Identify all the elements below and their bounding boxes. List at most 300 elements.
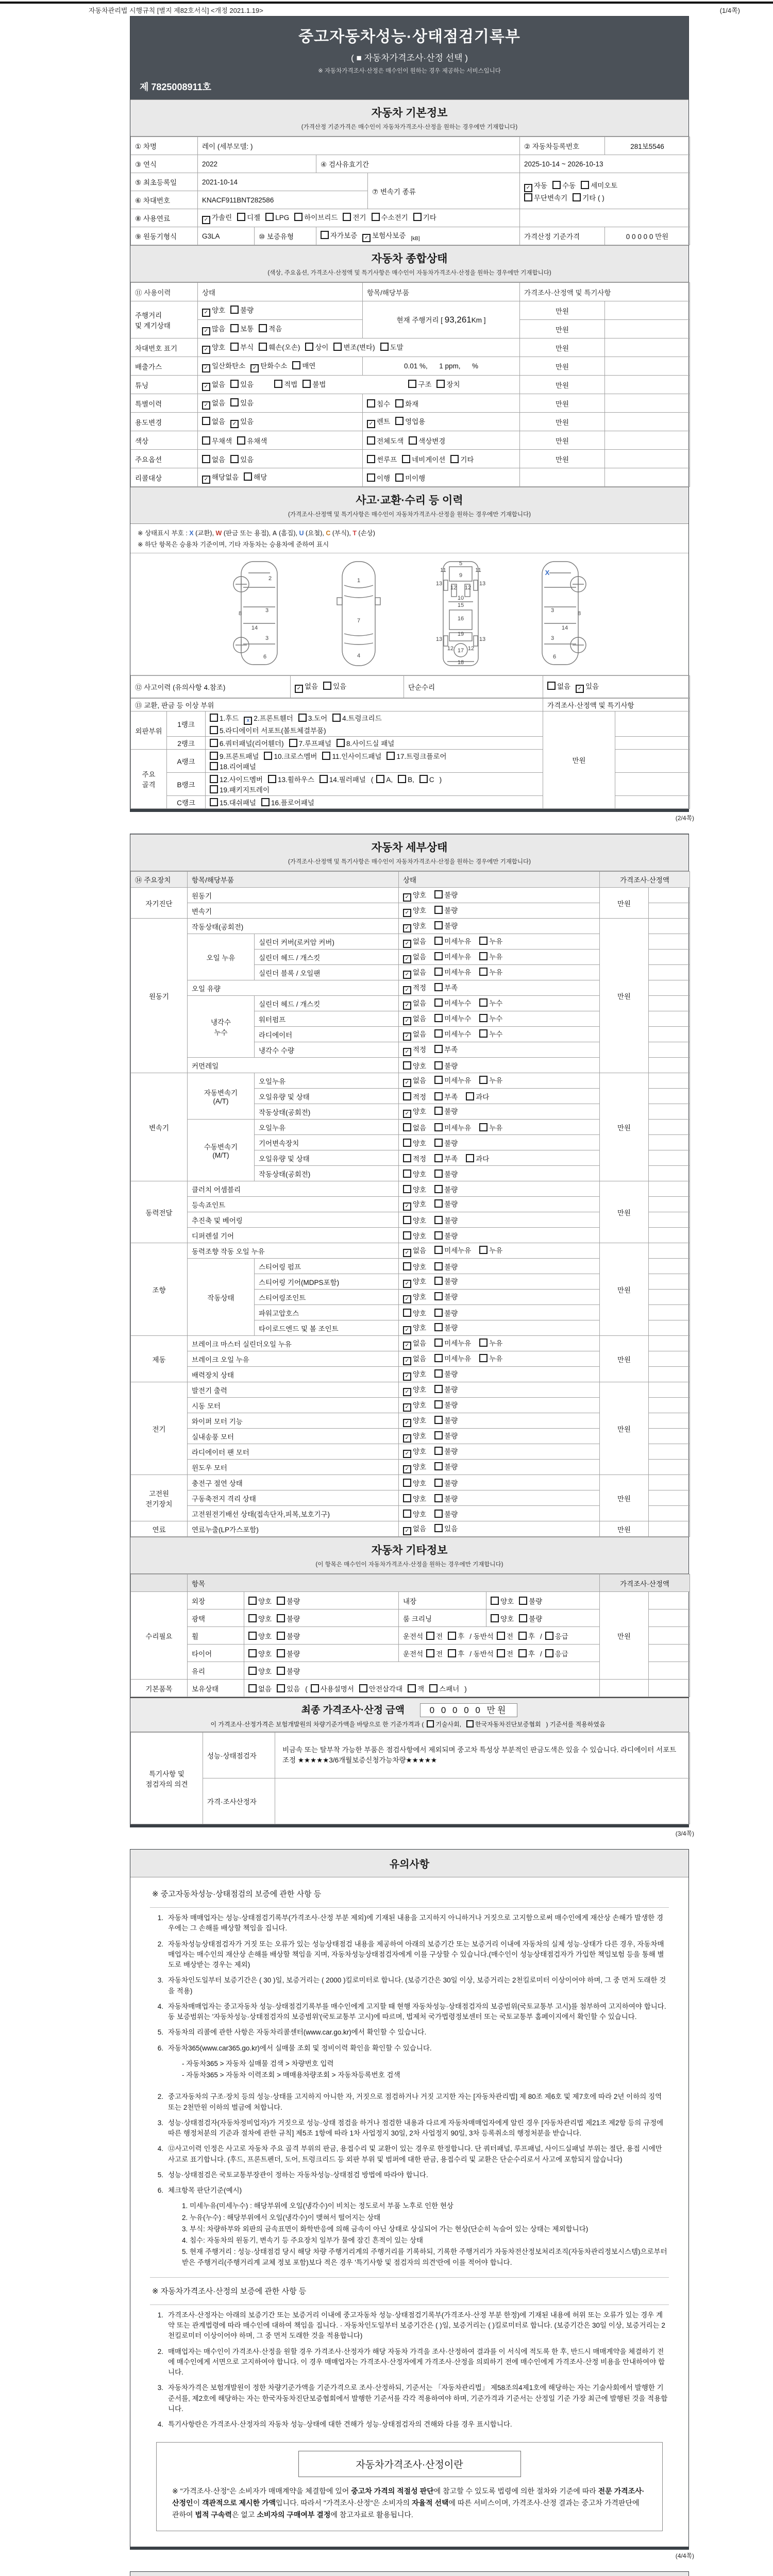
checkbox-option: [403, 997, 426, 1010]
table-row: [131, 676, 690, 698]
checkbox-icon: [403, 1139, 411, 1147]
diagram-number: 14: [561, 625, 568, 631]
car-diagram-side-right: [527, 557, 599, 670]
checkbox-label: 양호: [500, 1597, 514, 1605]
table-row: [131, 227, 690, 245]
checkbox-checked-icon: ✓: [403, 924, 411, 933]
mileage-pre: 현재 주행거리 [: [396, 316, 445, 324]
checkbox-option: [434, 1138, 458, 1148]
checkbox-option: [403, 1446, 426, 1458]
cell: [399, 1104, 600, 1120]
checkbox-label: 없음: [305, 683, 318, 690]
checkbox-icon: [403, 1092, 411, 1100]
checkbox-option: [403, 1523, 426, 1535]
checkbox-icon: [479, 952, 488, 960]
checkbox-label: 기타: [423, 214, 436, 222]
text-run: (부식),: [330, 530, 353, 537]
transmission-label: ⑦ 변속기 종류: [368, 173, 520, 209]
checkbox-icon: [408, 380, 416, 388]
checkbox-option: [298, 713, 327, 723]
checkbox-label: 전: [436, 1632, 443, 1640]
cell: [399, 1197, 600, 1212]
text: 이 가격조사·산정가격은 보험개발원의 차량기준가액을 바탕으로 한 기준가격과 (: [210, 1721, 424, 1728]
checkbox-icon: [434, 1014, 443, 1022]
checkbox-option: [230, 342, 254, 352]
engine-type-label: ⑨ 원동기형식: [131, 227, 198, 245]
notice-item: 4. 특기사항란은 가격조사·산정자의 자동차 성능·상태에 대한 견해가 성능·상태점검자의 견해와 다를 경우 표시합니다.: [157, 2420, 512, 2428]
cell: [399, 1058, 600, 1073]
cell: [399, 1135, 600, 1150]
checkbox-option: [376, 775, 393, 784]
checkbox-icon: [491, 1614, 499, 1622]
table-row: [131, 431, 690, 450]
checkbox-icon: [434, 906, 443, 914]
checkbox-label: 없음: [212, 380, 226, 388]
checkbox-option: [403, 1276, 426, 1288]
checkbox-icon: [248, 1632, 257, 1640]
color-item-checks: [363, 431, 520, 450]
checkbox-checked-icon: ✓: [295, 685, 303, 693]
checkbox-icon: [402, 455, 410, 463]
checkbox-option: [403, 1075, 426, 1087]
checkbox-label: 17.트렁크플로어: [396, 753, 447, 760]
note-cell: [649, 1413, 690, 1429]
note-cell: [605, 301, 690, 320]
checkbox-option: [403, 1384, 426, 1396]
checkbox-icon: [321, 231, 329, 239]
checkbox-checked-icon: ✓: [230, 420, 239, 428]
checkbox-option: [403, 1013, 426, 1025]
checkbox-icon: [305, 343, 313, 351]
cell: 충전구 절연 상태: [188, 1475, 399, 1490]
checkbox-label: 미세누유: [444, 1246, 472, 1255]
tire-position-checks: [399, 1645, 600, 1662]
exchange-price-header: 가격조사·산정액 및 특기사항: [543, 699, 690, 711]
checkbox-label: 도말: [390, 343, 404, 351]
checkbox-icon: [479, 968, 488, 976]
checkbox-icon: [434, 1076, 443, 1084]
checkbox-checked-icon: ✓: [202, 401, 210, 410]
main-frame-label: 주요 골격: [131, 750, 167, 809]
checkbox-label: 적정: [413, 1045, 427, 1054]
checkbox-icon: [230, 455, 239, 463]
page-3-frame: [130, 1849, 689, 2550]
cell: [399, 1382, 600, 1398]
notice-item: 5. 성능·상태점검은 국토교통부장관이 정하는 자동차성능·상태점검 방법에 따라야 합니다.: [157, 2171, 428, 2179]
note-cell: [649, 1444, 690, 1460]
checkbox-label: 불량: [529, 1615, 543, 1623]
checkbox-option: [230, 416, 254, 428]
table-row: [131, 357, 690, 376]
table-row: [131, 1680, 690, 1697]
checkbox-label: 양호: [258, 1667, 272, 1675]
price-cell: 만원: [520, 338, 605, 357]
car-diagram-underbody: [425, 557, 497, 670]
car-diagram-side-left: [221, 557, 293, 670]
checkbox-label: 있음: [240, 399, 254, 407]
first-reg-label: ⑤ 최초등록일: [131, 173, 198, 191]
checkbox-option: [434, 1337, 471, 1348]
note-cell: [605, 376, 690, 394]
checkbox-icon: [248, 1649, 257, 1657]
diagram-number: 13: [435, 581, 442, 587]
checkbox-label: 있음: [333, 683, 347, 690]
checkbox-option: [230, 379, 254, 389]
checkbox-label: 양호: [258, 1597, 272, 1605]
note-cell: [615, 796, 690, 809]
appraiser-label: 가격·조사산정자: [203, 1778, 275, 1824]
rankC-checks: [206, 796, 543, 809]
note-cell: [649, 996, 690, 1011]
checkbox-icon: [202, 417, 210, 425]
checkbox-option: [303, 379, 326, 389]
checkbox-label: 디젤: [247, 214, 261, 222]
note-cell: [649, 1367, 690, 1382]
overall-subtitle: (색상, 주요옵션, 가격조사·산정액 및 특기사항은 매수인이 자동차가격조사·산정을 원하는 경우에만 기재합니다): [267, 270, 551, 276]
checkbox-label: 양호: [413, 1293, 427, 1301]
checkbox-option: [322, 751, 381, 761]
accident-label: ⑫ 사고이력 (유의사항 4.참조): [131, 676, 291, 698]
table-row: [131, 376, 690, 394]
col-item: 항목: [188, 1574, 600, 1592]
year-value: 2022: [198, 155, 316, 173]
checkbox-label: 많음: [212, 325, 226, 333]
room-cleaning-checks: [486, 1609, 600, 1627]
checkbox-icon: [230, 343, 239, 351]
vin-mark-checks: [198, 338, 520, 357]
price-cell: 만원: [600, 1592, 649, 1680]
checkbox-option: [479, 951, 502, 961]
note-cell: [649, 1058, 690, 1073]
checkbox-label: 불량: [444, 1293, 458, 1301]
note-cell: [649, 980, 690, 996]
checkbox-label: 양호: [413, 1416, 427, 1425]
checkbox-label: 기술사회,: [435, 1721, 462, 1728]
checkbox-icon: [386, 752, 395, 760]
checkbox-checked-icon: ✓: [202, 383, 210, 391]
cell: 실린더 헤드 / 개스킷: [255, 950, 399, 965]
diagram-number: 17: [457, 648, 464, 654]
notice-sub2: ※ 자동차가격조사·산정의 보증에 관한 사항 등: [150, 2277, 669, 2305]
warranty-label: ⑩ 보증유형: [255, 227, 316, 245]
checkbox-label: 불량: [444, 1185, 458, 1194]
checkbox-icon: [434, 1309, 443, 1317]
checkbox-option: [403, 920, 426, 933]
checkbox-icon: [403, 1170, 411, 1178]
recall-label: 리콜대상: [131, 468, 198, 487]
cell: 디퍼렌셜 기어: [188, 1228, 399, 1243]
note-cell: [649, 1243, 690, 1259]
transmission-checks: [520, 173, 690, 209]
checkbox-option: [518, 1648, 535, 1658]
checkbox-icon: [497, 1632, 505, 1640]
checkbox-label: 일산화탄소: [212, 362, 246, 370]
checkbox-icon: [372, 213, 380, 221]
engine-type-value: G3LA: [198, 227, 255, 245]
checkbox-option: [362, 230, 406, 242]
interior-checks: [486, 1592, 600, 1609]
cell: 변속기: [188, 903, 399, 919]
checkbox-label: 화재: [405, 400, 419, 408]
page-meta-row: [0, 4, 773, 16]
cell: 작동상태: [188, 1259, 255, 1336]
diagram-number: 14: [251, 625, 258, 631]
cell: [399, 1243, 600, 1259]
checkbox-label: 과다: [476, 1093, 490, 1101]
checkbox-icon: [434, 1338, 443, 1347]
checkbox-label: 있음: [585, 683, 599, 690]
checkbox-label: 적정: [413, 1155, 427, 1163]
note-cell: [649, 1680, 690, 1697]
checkbox-option: [434, 1013, 471, 1023]
page-number-1: (1/4쪽): [719, 7, 740, 14]
note-cell: [615, 750, 690, 773]
checkbox-option: [479, 1245, 502, 1255]
table-row: [131, 413, 690, 431]
polish-label: 광택: [188, 1609, 244, 1627]
cell: 만원: [600, 1475, 649, 1521]
hold-state-label: 보유상태: [188, 1680, 244, 1697]
checkbox-label: 부식: [240, 343, 254, 351]
checkbox-label: 2.프론트휀더: [254, 715, 293, 722]
empty-cell: [520, 209, 690, 227]
checkbox-icon: [248, 1684, 257, 1692]
page-number-2: (2/4쪽): [675, 815, 694, 822]
car-diagram-top: [323, 557, 395, 670]
checkbox-label: 6.쿼터패널(리어휀더): [220, 740, 284, 748]
price-cell: 만원: [520, 450, 605, 468]
notice-item: 4. ⑫사고이력 인정은 사고로 자동차 주요 골격 부위의 판금, 용접수리 및 교환이 있는 경우로 한정합니다. 단 쿼터패널, 루프패널, 사이드실패널 부위는 절단, 용접 시에만 사고로 표기합니다. (후드, 프론트펜더, 도어, 트렁크리드 등 외판 부위 및 범퍼에 대한 판금, 용접수리 및 교환은 단순수리로서 사고에 포함되지 않습니다): [157, 2145, 662, 2163]
checkbox-label: 자동: [534, 181, 548, 190]
diagram-number: 13: [479, 581, 485, 587]
note-cell: [605, 338, 690, 357]
checkbox-icon: [237, 213, 245, 221]
exchange-header: ⑬ 교환, 판금 등 이상 부위: [131, 699, 543, 711]
final-price-value: 0 0 0 0 0 만원: [420, 1703, 518, 1717]
checkbox-option: [497, 1631, 513, 1641]
checkbox-option: [403, 1168, 426, 1179]
checkbox-option: [434, 967, 471, 977]
cell: [399, 1073, 600, 1089]
note-cell: [649, 1382, 690, 1398]
checkbox-checked-icon: ✓: [202, 216, 210, 224]
checkbox-label: 스패너: [439, 1685, 460, 1693]
checkbox-option: [237, 212, 260, 222]
checkbox-option: [248, 1631, 272, 1641]
checkbox-option: [434, 1493, 458, 1503]
checkbox-checked-icon: ✓: [403, 1110, 411, 1118]
notice-list-3: [150, 2310, 669, 2430]
diagram-number: 6: [552, 654, 556, 660]
checkbox-label: 네비게이션: [412, 455, 446, 464]
checkbox-label: 12.사이드멤버: [220, 776, 263, 784]
checkbox-icon: [434, 1431, 443, 1439]
note-cell: [605, 450, 690, 468]
checkbox-icon: [298, 714, 307, 722]
checkbox-icon: [434, 1400, 443, 1409]
price-cell: 만원: [520, 431, 605, 450]
etc-title: 자동차 기타정보: [371, 1545, 448, 1556]
photos-title: [130, 2572, 688, 2576]
checkbox-option: [210, 797, 256, 807]
checkbox-icon: [277, 1597, 285, 1605]
cell: [399, 1011, 600, 1027]
checkbox-label: 8.사이드실 패널: [346, 740, 395, 748]
status-code-legend: [130, 524, 688, 538]
notice-item: 3. 자동차인도일부터 보증기간은 ( 30 )일, 보증거리는 ( 2000 )킬로미터로 합니다. (보증기간은 30일 이상, 보증거리는 2천킬로미터 이상이어야 하며, 그 중 먼저 도래한 것을 적용): [157, 1976, 666, 1995]
opinion-group-label: 특기사항 및 점검자의 의견: [131, 1733, 203, 1824]
usage-checks: [198, 413, 363, 431]
diagram-number: 1: [357, 578, 360, 584]
table-row: [131, 137, 690, 155]
checkbox-icon: [210, 714, 218, 722]
checkbox-label: 양호: [413, 1170, 427, 1178]
checkbox-checked-icon: ✓: [403, 893, 411, 902]
checkbox-option: [202, 342, 225, 354]
diagram-number: 7: [357, 618, 360, 624]
checkbox-label: 불량: [444, 1447, 458, 1455]
checkbox-option: [332, 713, 381, 723]
checkbox-label: 없음: [212, 399, 226, 407]
checkbox-icon: [479, 1354, 488, 1362]
checkbox-option: [479, 1028, 502, 1039]
checkbox-option: [436, 379, 460, 389]
checkbox-option: [518, 1631, 535, 1641]
checkbox-option: [264, 751, 317, 761]
checkbox-label: 전: [436, 1650, 443, 1658]
checkbox-option: [434, 1276, 458, 1286]
option-checks: [198, 450, 363, 468]
checkbox-icon: [380, 343, 389, 351]
base-price-value: 0 0 0 0 0 만원: [605, 227, 690, 245]
checkbox-option: [491, 1596, 514, 1606]
recall-item-checks: [363, 468, 520, 487]
checkbox-option: [434, 1523, 458, 1533]
table-row: [131, 1778, 690, 1824]
checkbox-option: [202, 454, 225, 464]
checkbox-checked-icon: ✓: [250, 364, 259, 372]
cell: 만원: [600, 1181, 649, 1243]
text-run: 이: [193, 2499, 202, 2507]
empty-cell: [520, 468, 605, 487]
checkbox-checked-icon: ✓: [403, 1295, 411, 1303]
checkbox-icon: [434, 1323, 443, 1331]
checkbox-option: [479, 1337, 502, 1348]
checkbox-option: [202, 397, 225, 410]
checkbox-option: [403, 982, 426, 994]
checkbox-icon: [479, 1123, 488, 1131]
checkbox-icon: [210, 798, 218, 806]
cell: [399, 903, 600, 919]
checkbox-label: 불량: [444, 891, 458, 899]
checkbox-label: 양호: [413, 906, 427, 914]
reg-no-label: ② 자동차등록번호: [520, 137, 605, 155]
checkbox-icon: [434, 1277, 443, 1285]
checkbox-label: 양호: [258, 1632, 272, 1640]
checkbox-icon: [303, 380, 311, 388]
checkbox-label: 한국자동차진단보증협회: [475, 1721, 541, 1728]
note-cell: [649, 1228, 690, 1243]
detail-state-table: [130, 871, 690, 1537]
color-label: 색상: [131, 431, 198, 450]
mileage-amount-checks: [198, 320, 363, 338]
checkbox-option: [277, 1596, 300, 1606]
checkbox-label: 적정: [413, 984, 427, 992]
checkbox-option: [305, 342, 328, 352]
checkbox-label: 부족: [444, 1045, 458, 1054]
text-run: 에 참고자료로 활용됩니다.: [330, 2511, 413, 2519]
checkbox-label: 장치: [446, 380, 460, 388]
checkbox-icon: [434, 1092, 443, 1100]
checkbox-option: [386, 751, 446, 761]
checkbox-label: 미세누유: [444, 1354, 472, 1363]
checkbox-icon: [210, 752, 218, 760]
appraiser-opinion: [275, 1778, 690, 1824]
notice-subitem: 2. 누유(누수) : 해당부위에서 오일(냉각수)이 맺혀서 떨어지는 상태: [182, 2213, 381, 2222]
checkbox-checked-icon: ✓: [202, 476, 210, 484]
checkbox-label: 전: [506, 1632, 513, 1640]
checkbox-label: 응급: [554, 1650, 568, 1658]
cell: [399, 1181, 600, 1197]
checkbox-option: [581, 180, 617, 190]
checkbox-label: 무단변속기: [534, 194, 568, 202]
cell: 만원: [600, 919, 649, 1073]
checkbox-label: 세미오토: [591, 181, 618, 190]
detail-row: [131, 1475, 690, 1490]
checkbox-icon: [466, 1154, 474, 1162]
fuel-checks: [198, 209, 520, 227]
cell: 브레이크 마스터 실린더오일 누유: [188, 1336, 399, 1351]
checkbox-option: [359, 1683, 402, 1693]
checkbox-icon: [274, 380, 282, 388]
valid-label: ④ 검사유효기간: [316, 155, 520, 173]
diagram-number: 8: [577, 611, 581, 617]
cell: 등속죠인트: [188, 1197, 399, 1212]
checkbox-icon: [403, 1216, 411, 1224]
checkbox-option: [576, 681, 599, 693]
checkbox-label: 없음: [413, 1354, 427, 1363]
checkbox-option: [403, 1509, 426, 1519]
hold-checks: [244, 1680, 600, 1697]
room-cleaning-label: 룸 크리닝: [399, 1609, 486, 1627]
checkbox-icon: [248, 1614, 257, 1622]
cell: 수동변속기 (M/T): [188, 1120, 255, 1181]
checkbox-option: [403, 1353, 426, 1365]
checkbox-option: [479, 936, 502, 946]
checkbox-option: [434, 997, 471, 1008]
checkbox-option: [524, 180, 547, 192]
checkbox-option: [434, 1153, 458, 1163]
diagram-number: 5: [459, 561, 462, 567]
checkbox-option: [277, 1613, 300, 1623]
checkbox-label: 없음: [258, 1685, 272, 1693]
checkbox-icon: [248, 1667, 257, 1675]
checkbox-option: [497, 1648, 513, 1658]
checkbox-icon: [277, 1667, 285, 1675]
regulation-note: 자동차관리법 시행규칙 [별지 제82호서식] <개정 2021.1.19>: [89, 7, 263, 14]
checkbox-option: [429, 1683, 459, 1693]
tuning-label: 튜닝: [131, 376, 198, 394]
checkbox-icon: [294, 213, 303, 221]
cell: 만원: [600, 888, 649, 919]
checkbox-label: 부족: [444, 1155, 458, 1163]
checkbox-checked-icon: ✓: [403, 1280, 411, 1288]
checkbox-icon: [210, 775, 218, 783]
option-label: 주요옵션: [131, 450, 198, 468]
checkbox-icon: [448, 1649, 456, 1657]
form-note: ※ 자동차가격조사·산정은 매수인이 원하는 경우 제공하는 서비스입니다: [318, 68, 501, 74]
cell: [399, 1166, 600, 1181]
